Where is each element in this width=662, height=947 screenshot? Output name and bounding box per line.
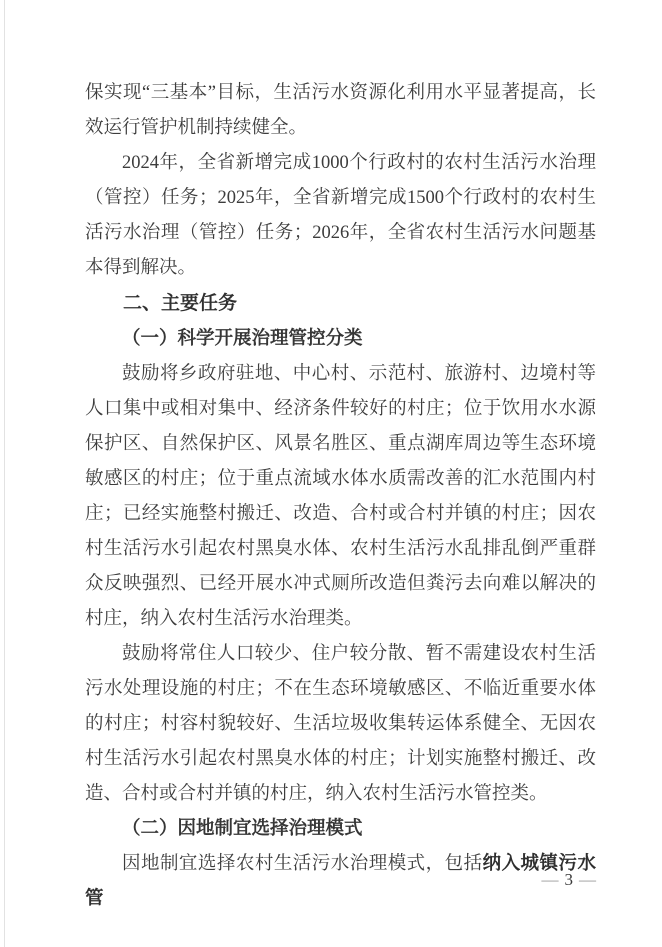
paragraph-treatment-mode-text: 因地制宜选择农村生活污水治理模式，包括 [122,854,483,874]
paragraph-treatment-category: 鼓励将乡政府驻地、中心村、示范村、旅游村、边境村等人口集中或相对集中、经济条件较好的村庄；位于饮用水水源保护区、自然保护区、风景名胜区、重点湖库周边等生态环境敏感区的村庄；位于重点流域水体水质需改善的汇水范围内村庄；已经实施整村搬迁、改造、合村或合村并镇的村庄；因农村生活污水引起农村黑臭水体、农村生活污水乱排乱倒严重群众反映强烈、已经开展水冲式厕所改造但粪污去向难以解决的村庄，纳入农村生活污水治理类。 [85,364,596,629]
subsection-heading-classification: （一）科学开展治理管控分类 [122,329,363,349]
subsection-heading-treatment-mode: （二）因地制宜选择治理模式 [122,819,363,839]
paragraph-control-category: 鼓励将常住人口较少、住户较分散、暂不需建设农村生活污水处理设施的村庄；不在生态环境敏感区、不临近重要水体的村庄；村容村貌较好、生活垃圾收集转运体系健全、无因农村生活污水引起农村黑臭水体的村庄；计划实施整村搬迁、改造、合村或合村并镇的村庄，纳入农村生活污水管控类。 [85,644,596,804]
paragraph-goals-continuation: 保实现“三基本”目标，生活污水资源化利用水平显著提高，长效运行管护机制持续健全。 [85,83,596,138]
page-number: 3 [564,870,575,889]
paragraph-treatment-mode [85,847,596,917]
paragraph-annual-targets: 2024年，全省新增完成1000个行政村的农村生活污水治理（管控）任务；2025年，全省新增完成1500个行政村的农村生活污水治理（管控）任务；2026年，全省农村生活污水问题基本得到解决。 [85,153,596,278]
section-heading-main-tasks: 二、主要任务 [123,293,238,314]
document-content [85,76,596,917]
emphasis-treatment-mode-bold: 纳入城镇污水管 [85,854,596,909]
page-edge-line [4,0,5,947]
page-number-dash-right: — [579,870,598,889]
page-number-dash-left: — [541,870,561,889]
page-footer [538,870,603,890]
